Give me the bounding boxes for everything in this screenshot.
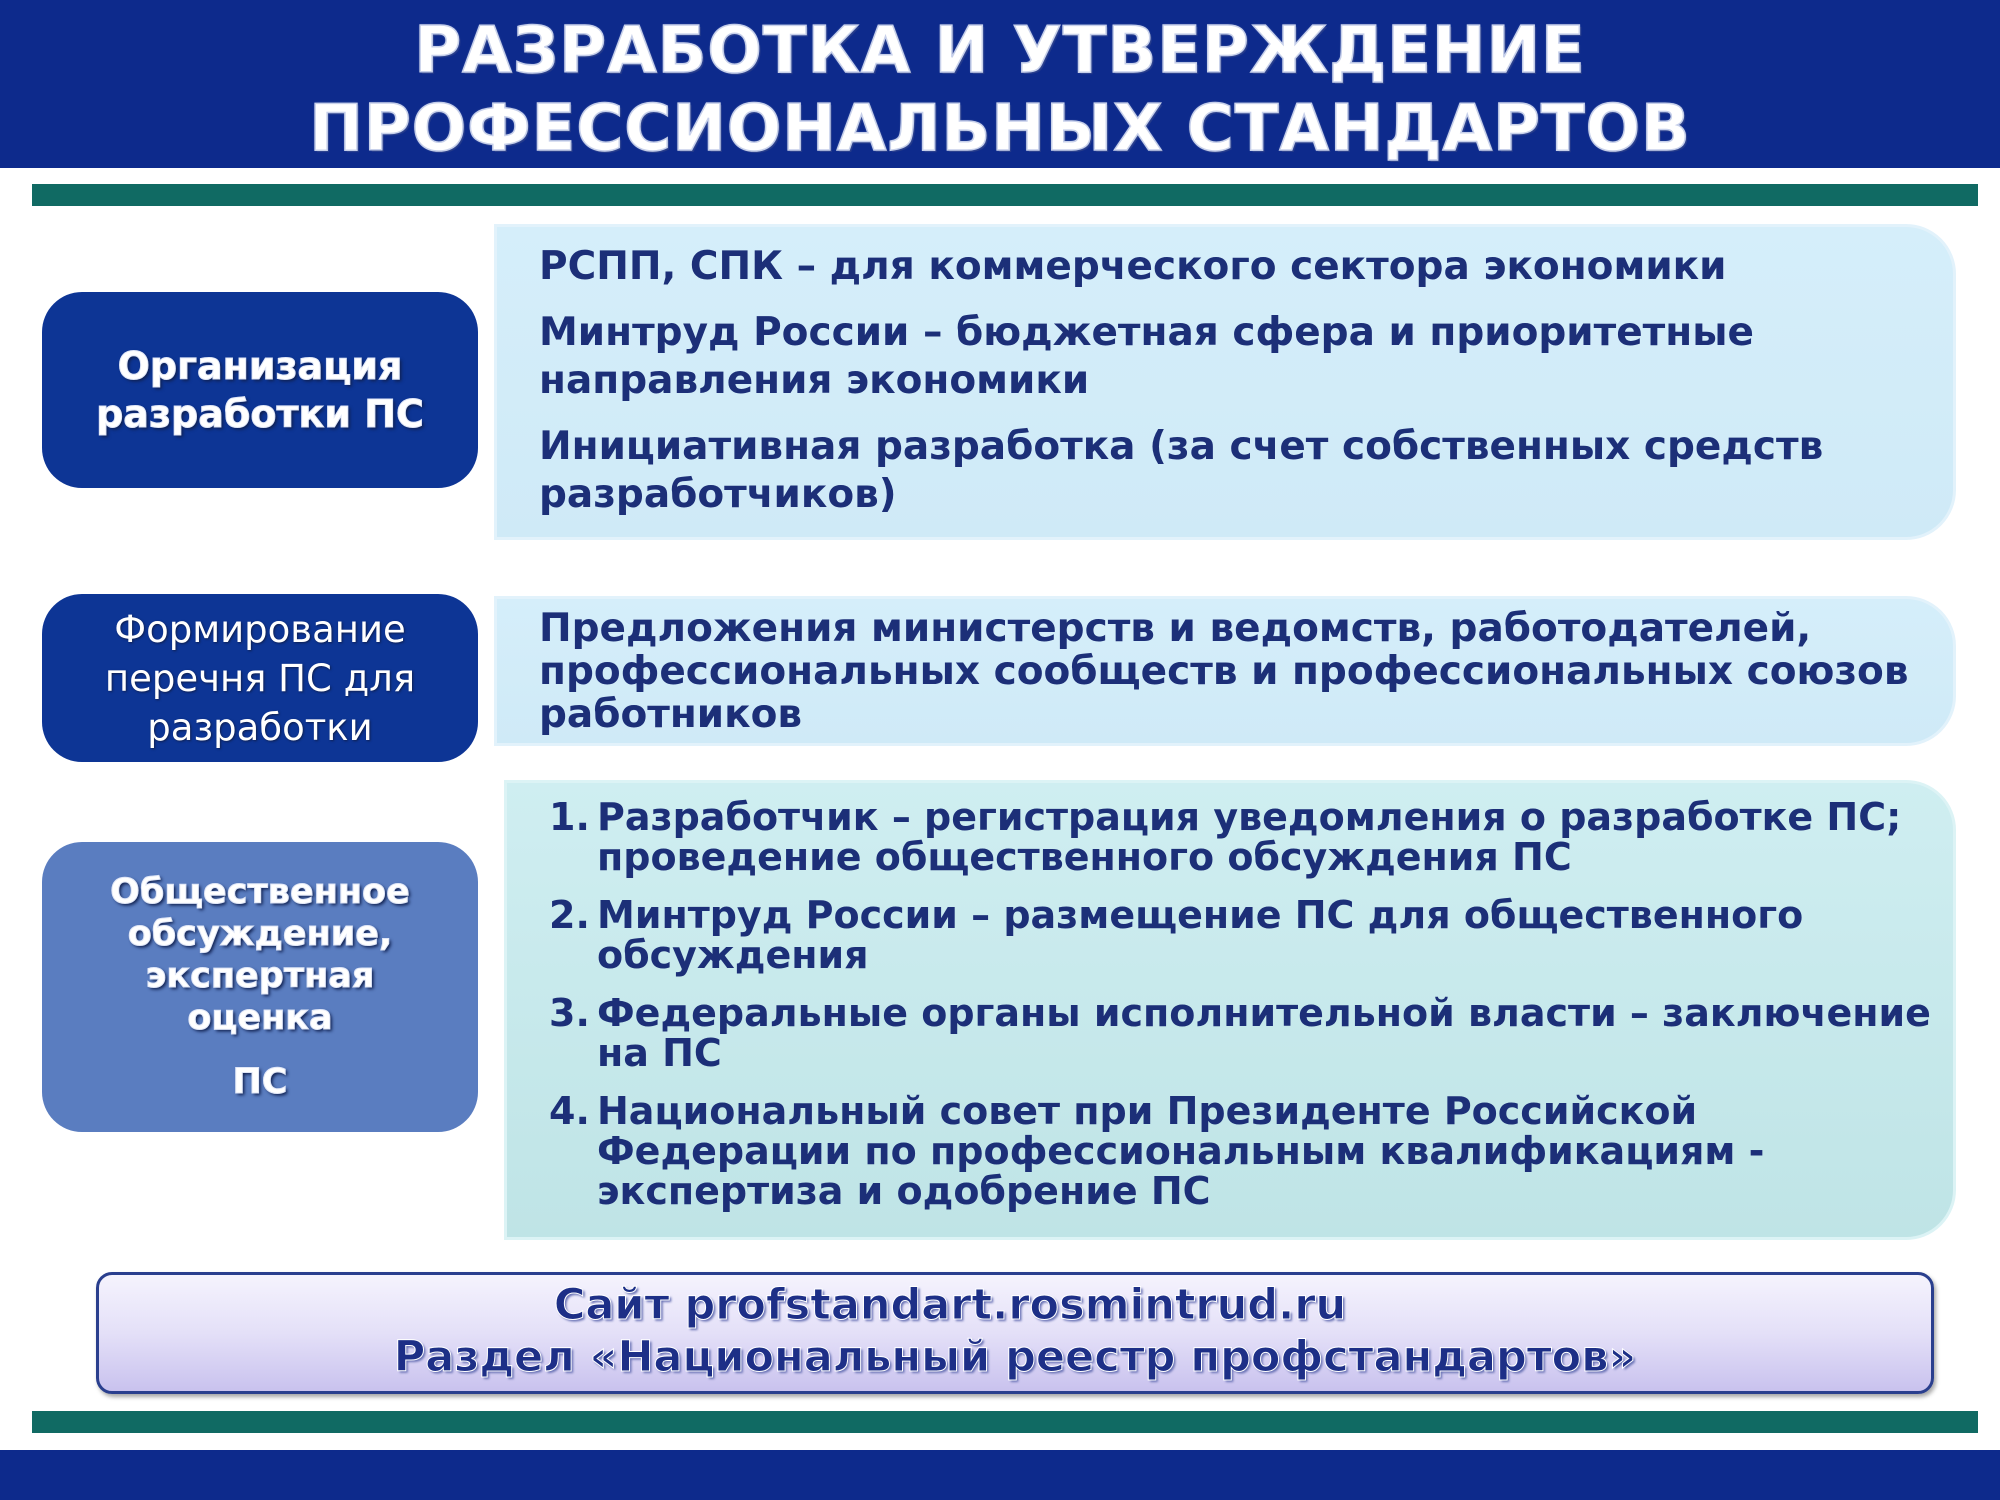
step-text: Национальный совет при Президенте Российской Федерации по профессиональным квалификациям - экспертиза и одобрение ПС	[597, 1089, 1765, 1213]
label-public-discussion	[42, 842, 478, 1132]
footer-bar	[0, 1450, 2000, 1500]
label-public-discussion-line-2: обсуждение,	[127, 914, 393, 954]
step-text: Федеральные органы исполнительной власти – заключение на ПС	[597, 991, 1931, 1075]
header-bar	[0, 0, 2000, 168]
panel-public-discussion	[504, 780, 1956, 1240]
label-list-formation-line-3: разработки	[147, 705, 373, 749]
org-item-3: Инициативная разработка (за счет собственных средств разработчиков)	[539, 424, 1824, 517]
top-divider	[32, 184, 1978, 206]
proposals-text: Предложения министерств и ведомств, работодателей, профессиональных сообществ и профессиональных союзов работников	[539, 606, 1909, 737]
step-text: Минтруд России – размещение ПС для общественного обсуждения	[597, 893, 1804, 977]
step-item	[549, 895, 1933, 975]
label-list-formation-line-1: Формирование	[114, 607, 406, 651]
label-organization	[42, 292, 478, 488]
step-number: 2.	[549, 893, 590, 937]
step-number: 3.	[549, 991, 590, 1035]
registry-section: Раздел «Национальный реестр профстандартов»	[393, 1332, 1637, 1382]
step-number: 4.	[549, 1089, 590, 1133]
site-url: Сайт profstandart.rosmintrud.ru	[553, 1280, 1347, 1330]
label-organization-line-1: Организация	[117, 344, 403, 388]
site-info-box	[96, 1272, 1934, 1394]
step-text: Разработчик – регистрация уведомления о разработке ПС; проведение общественного обсуждения ПС	[597, 795, 1902, 879]
step-item	[549, 993, 1933, 1073]
label-list-formation	[42, 594, 478, 762]
panel-organization	[494, 224, 1956, 540]
label-list-formation-line-2: перечня ПС для	[104, 656, 416, 700]
step-item	[549, 797, 1933, 877]
bottom-divider	[32, 1411, 1978, 1433]
label-public-discussion-line-1: Общественное	[110, 872, 410, 912]
panel-list-formation	[494, 596, 1956, 746]
step-item	[549, 1091, 1933, 1211]
label-public-discussion-line-3: экспертная	[145, 956, 375, 996]
title-line-1: РАЗРАБОТКА И УТВЕРЖДЕНИЕ	[414, 14, 1586, 88]
title-line-2: ПРОФЕССИОНАЛЬНЫХ СТАНДАРТОВ	[309, 92, 1691, 166]
label-public-discussion-line-5: ПС	[232, 1062, 288, 1102]
org-item-2: Минтруд России – бюджетная сфера и приоритетные направления экономики	[539, 310, 1754, 403]
step-number: 1.	[549, 795, 590, 839]
label-public-discussion-line-4: оценка	[187, 998, 333, 1038]
label-organization-line-2: разработки ПС	[96, 392, 424, 436]
org-item-1: РСПП, СПК – для коммерческого сектора экономики	[539, 244, 1727, 289]
